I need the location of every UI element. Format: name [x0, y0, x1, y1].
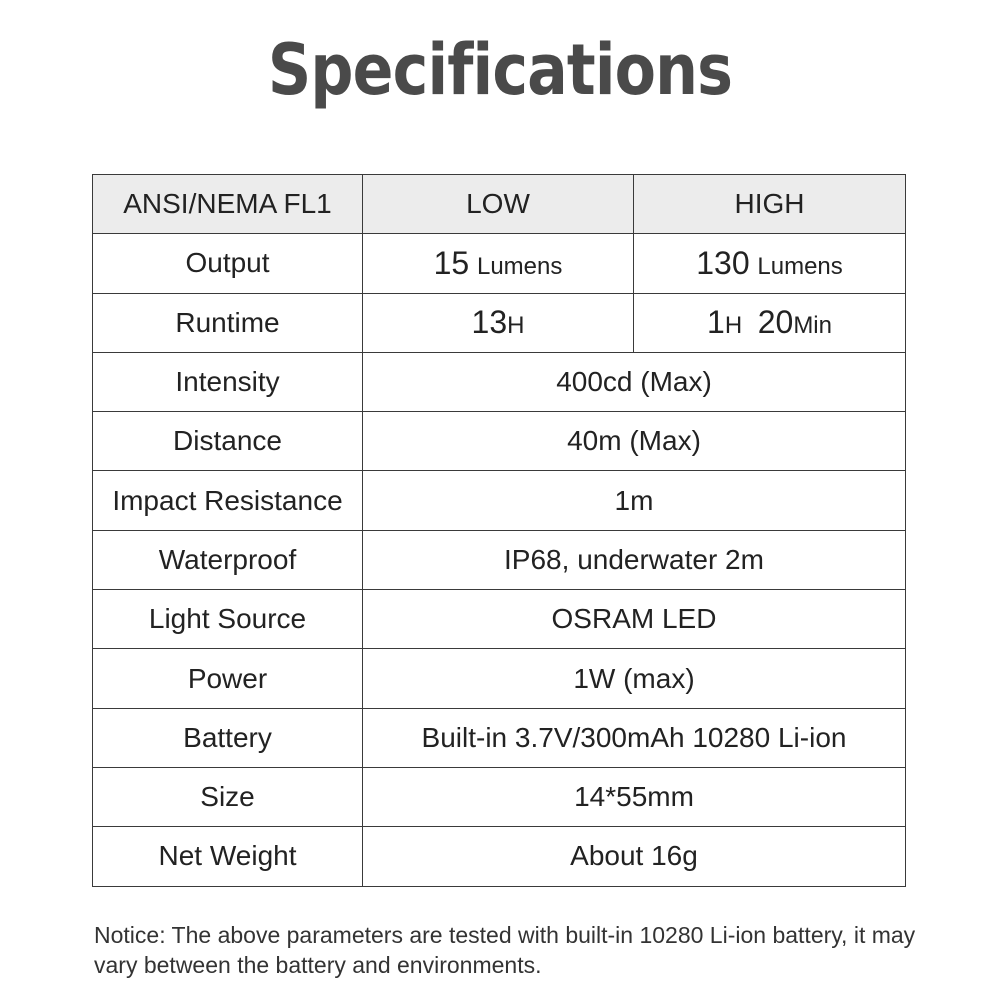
table-row-runtime	[93, 293, 906, 352]
row-value: IP68, underwater 2m	[363, 530, 906, 589]
runtime-low-cell	[363, 293, 634, 352]
row-value: 1W (max)	[363, 649, 906, 708]
table-row-light-source	[93, 590, 906, 649]
row-label-runtime: Runtime	[93, 293, 363, 352]
row-label: Size	[93, 767, 363, 826]
row-value: About 16g	[363, 827, 906, 886]
output-low-unit: Lumens	[476, 252, 563, 280]
row-value: 14*55mm	[363, 767, 906, 826]
table-row-waterproof	[93, 530, 906, 589]
header-cell-low: LOW	[363, 175, 634, 234]
output-low-value: 15	[433, 244, 470, 281]
row-label-output: Output	[93, 234, 363, 293]
runtime-low-unit: H	[507, 312, 525, 340]
row-value: Built-in 3.7V/300mAh 10280 Li-ion	[363, 708, 906, 767]
runtime-high-cell	[634, 293, 906, 352]
row-label: Distance	[93, 412, 363, 471]
row-label: Impact Resistance	[93, 471, 363, 530]
spec-table	[92, 174, 906, 887]
runtime-high-min-value: 20	[757, 304, 794, 341]
notice-text: Notice: The above parameters are tested with built-in 10280 Li-ion battery, it may vary between the battery and environments.	[94, 922, 916, 978]
header-cell-high: HIGH	[634, 175, 906, 234]
row-label: Net Weight	[93, 827, 363, 886]
output-high-cell	[634, 234, 906, 293]
table-row-battery	[93, 708, 906, 767]
table-row-intensity	[93, 352, 906, 411]
table-row-net-weight	[93, 827, 906, 886]
row-label: Waterproof	[93, 530, 363, 589]
runtime-high-min-unit: Min	[793, 312, 832, 340]
output-high-unit: Lumens	[757, 252, 843, 280]
table-row-distance	[93, 412, 906, 471]
row-label: Light Source	[93, 590, 363, 649]
row-label: Power	[93, 649, 363, 708]
output-low-cell	[363, 234, 634, 293]
runtime-low-value: 13	[471, 304, 508, 341]
row-label: Battery	[93, 708, 363, 767]
page-title: Specifications	[267, 29, 733, 111]
row-value: 1m	[363, 471, 906, 530]
row-value: OSRAM LED	[363, 590, 906, 649]
row-label: Intensity	[93, 352, 363, 411]
output-high-value: 130	[696, 244, 750, 281]
table-header-row	[93, 175, 906, 234]
header-cell-standard: ANSI/NEMA FL1	[93, 175, 363, 234]
table-row-output	[93, 234, 906, 293]
table-row-size	[93, 767, 906, 826]
runtime-high-hours-unit: H	[724, 312, 743, 340]
row-value: 40m (Max)	[363, 412, 906, 471]
row-value: 400cd (Max)	[363, 352, 906, 411]
table-row-impact-resistance	[93, 471, 906, 530]
runtime-high-hours-value: 1	[707, 304, 725, 341]
table-row-power	[93, 649, 906, 708]
